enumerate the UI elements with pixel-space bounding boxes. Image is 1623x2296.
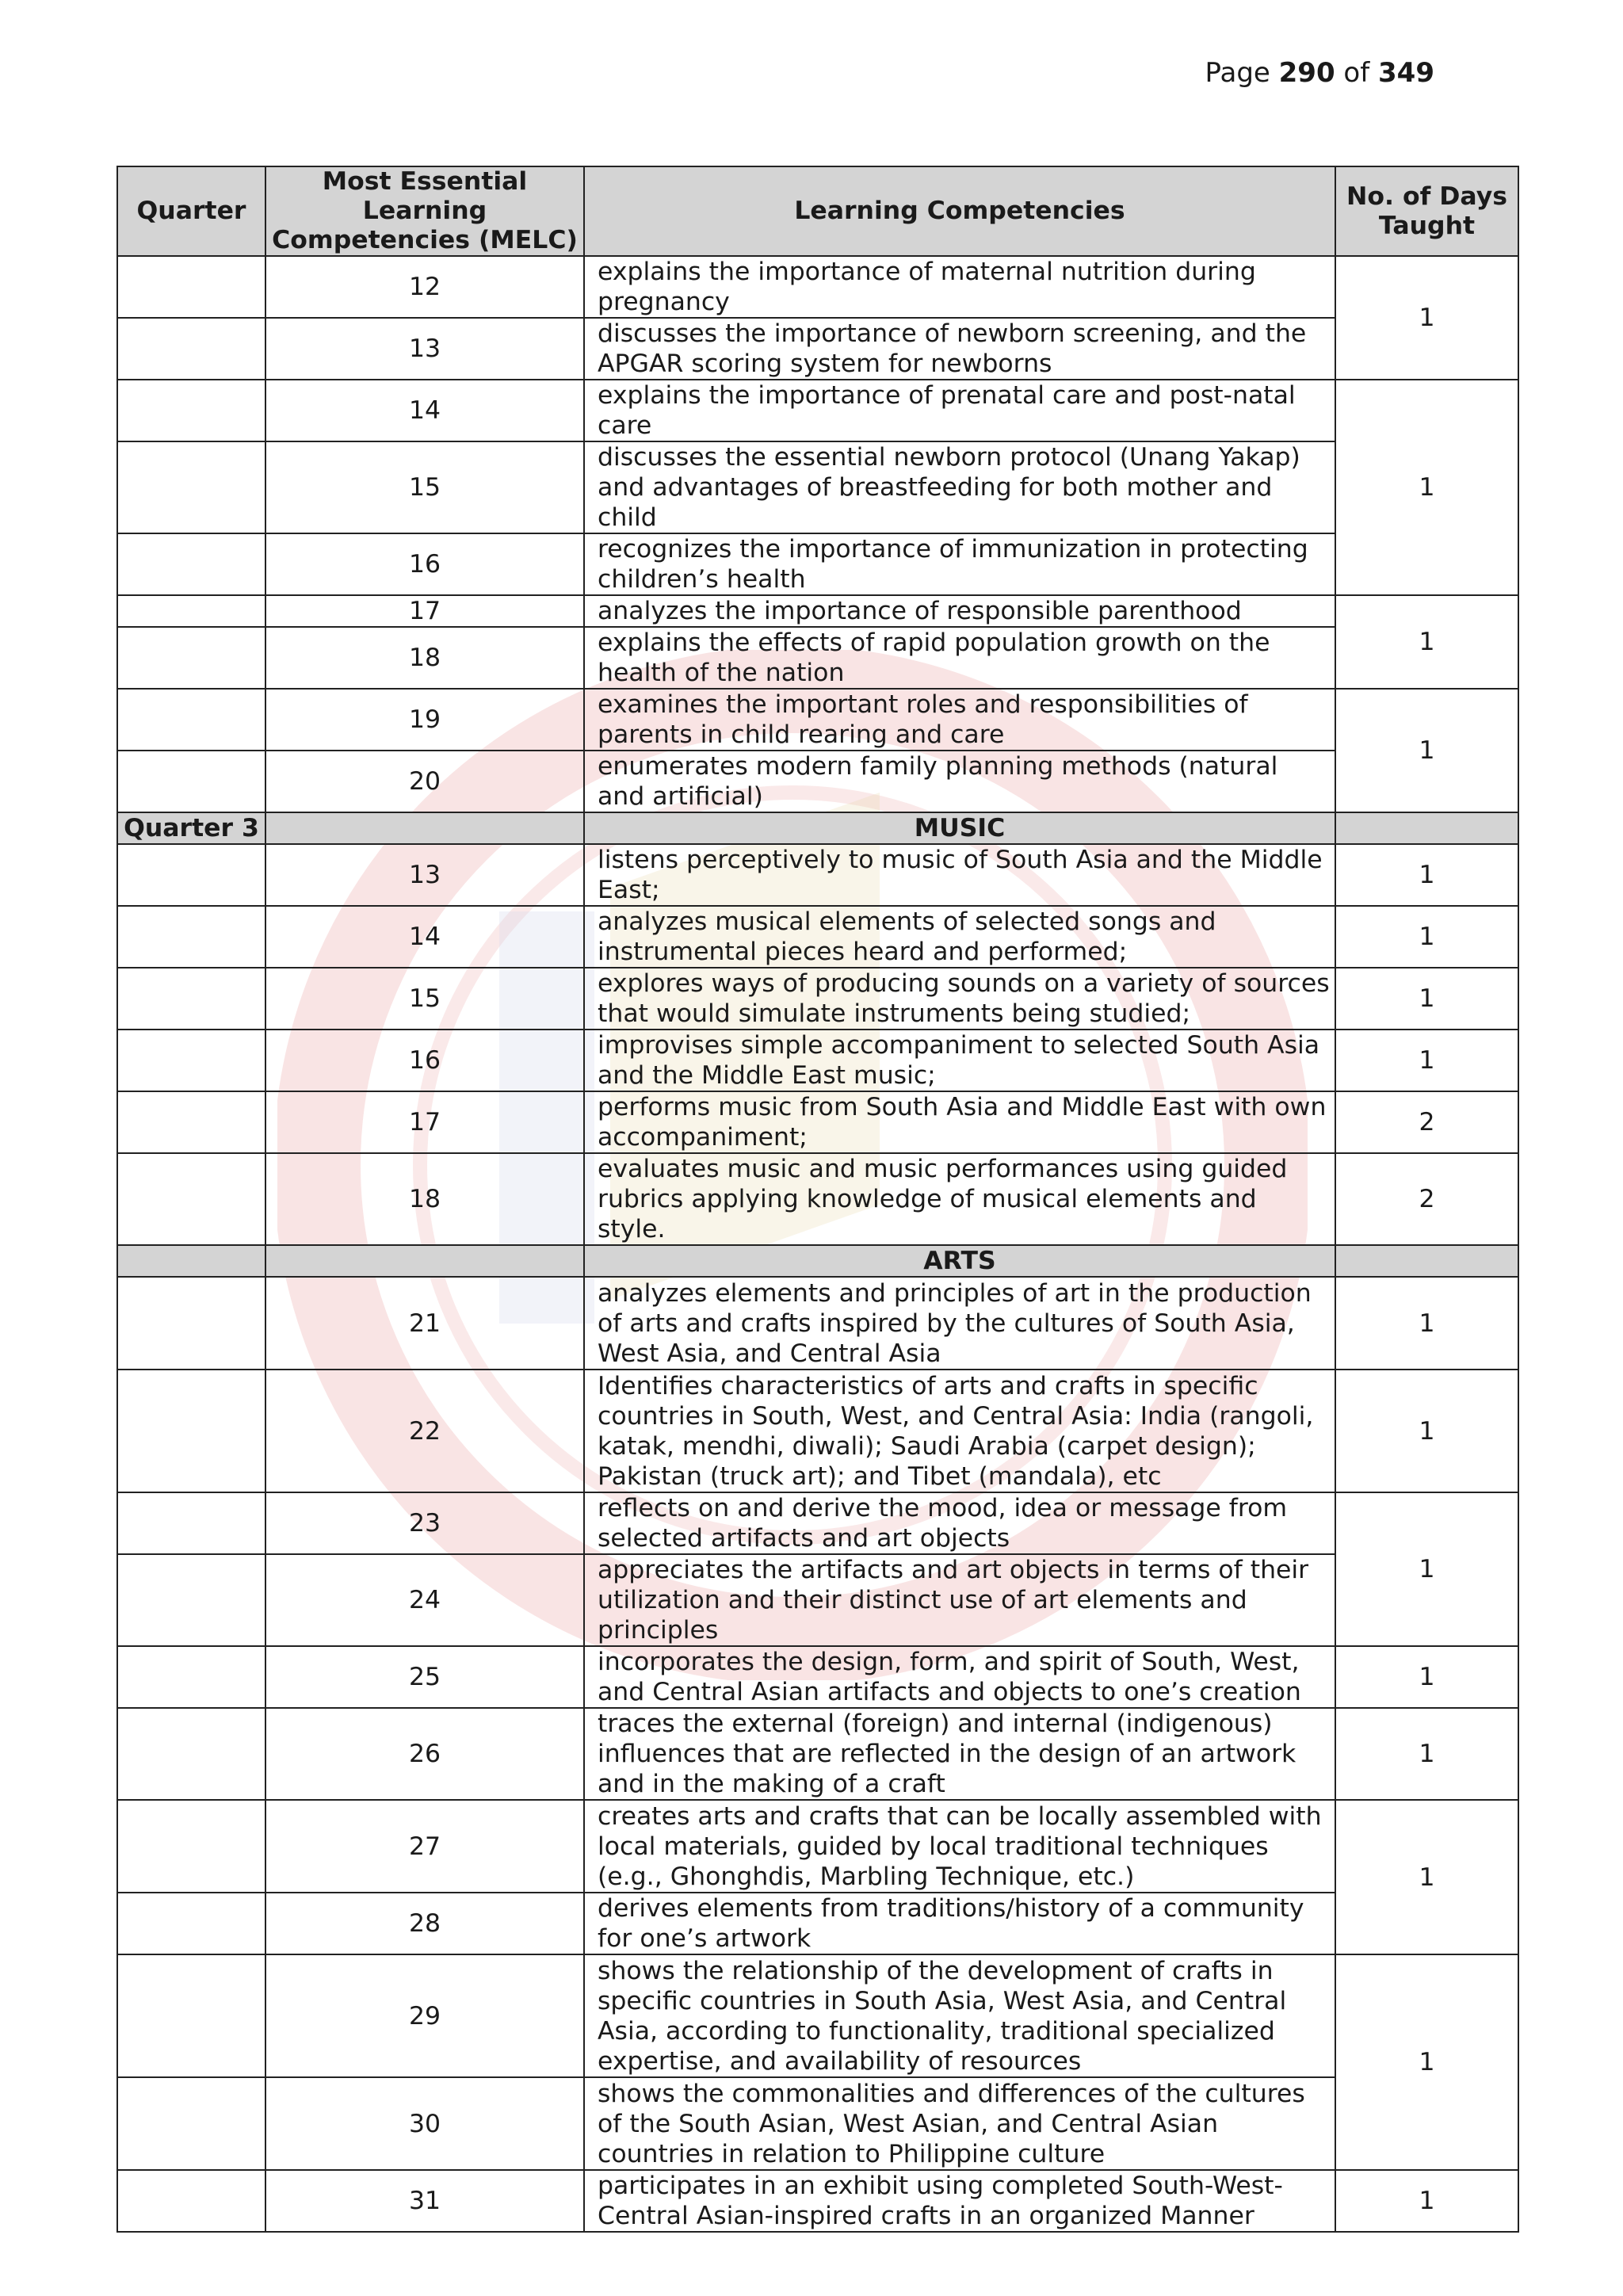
quarter-cell: [117, 533, 265, 595]
table-row: [117, 441, 1518, 533]
melc-number-cell: 15: [265, 441, 584, 533]
table-row: [117, 968, 1518, 1030]
quarter-cell: [117, 1030, 265, 1091]
table-row: [117, 1492, 1518, 1554]
quarter-cell: [117, 751, 265, 812]
competency-cell: explains the importance of prenatal care and post-natal care: [584, 380, 1335, 441]
melc-number-cell: 14: [265, 380, 584, 441]
melc-number-cell: 29: [265, 1954, 584, 2077]
table-row: [117, 2170, 1518, 2232]
page-number: Page 290 of 349: [1205, 57, 1434, 89]
table-row: [117, 1646, 1518, 1708]
competency-cell: listens perceptively to music of South Asia and the Middle East;: [584, 844, 1335, 906]
competency-cell: analyzes musical elements of selected songs and instrumental pieces heard and performed;: [584, 906, 1335, 968]
quarter-cell: [117, 2077, 265, 2170]
days-taught-cell: 2: [1335, 1153, 1518, 1245]
section-row: [117, 1245, 1518, 1277]
section-days-blank: [1335, 812, 1518, 844]
header-quarter: Quarter: [117, 166, 265, 256]
competency-cell: recognizes the importance of immunization in protecting children’s health: [584, 533, 1335, 595]
days-taught-cell: 1: [1335, 380, 1518, 595]
quarter-cell: [117, 844, 265, 906]
section-label: ARTS: [584, 1245, 1335, 1277]
table-row: [117, 1893, 1518, 1954]
quarter-cell: [117, 1554, 265, 1646]
melc-number-cell: 13: [265, 318, 584, 380]
days-taught-cell: 1: [1335, 595, 1518, 689]
table-row: [117, 1030, 1518, 1091]
days-taught-cell: 2: [1335, 1091, 1518, 1153]
days-taught-cell: 1: [1335, 968, 1518, 1030]
competency-cell: evaluates music and music performances using guided rubrics applying knowledge of musical elements and style.: [584, 1153, 1335, 1245]
competency-cell: analyzes the importance of responsible parenthood: [584, 595, 1335, 627]
melc-number-cell: 16: [265, 1030, 584, 1091]
table-row: [117, 689, 1518, 751]
table-row: [117, 1153, 1518, 1245]
table-row: [117, 1370, 1518, 1492]
quarter-cell: [117, 2170, 265, 2232]
melc-number-cell: 13: [265, 844, 584, 906]
quarter-cell: [117, 627, 265, 689]
quarter-cell: [117, 1091, 265, 1153]
melc-number-cell: 28: [265, 1893, 584, 1954]
table-row: [117, 1800, 1518, 1893]
melc-number-cell: 20: [265, 751, 584, 812]
days-taught-cell: 1: [1335, 2170, 1518, 2232]
quarter-cell: [117, 256, 265, 318]
days-taught-cell: 1: [1335, 906, 1518, 968]
quarter-cell: [117, 1708, 265, 1800]
competency-cell: enumerates modern family planning methods (natural and artificial): [584, 751, 1335, 812]
melc-number-cell: 15: [265, 968, 584, 1030]
table-header-row: [117, 166, 1518, 256]
melc-number-cell: 26: [265, 1708, 584, 1800]
melc-number-cell: 18: [265, 1153, 584, 1245]
total-pages: 349: [1378, 57, 1434, 89]
section-quarter: [117, 1245, 265, 1277]
melc-number-cell: 21: [265, 1277, 584, 1370]
melc-number-cell: 24: [265, 1554, 584, 1646]
competency-cell: shows the commonalities and differences of the cultures of the South Asian, West Asian, and Central Asian countries in relation to Philippine culture: [584, 2077, 1335, 2170]
days-taught-cell: 1: [1335, 1277, 1518, 1370]
table-row: [117, 2077, 1518, 2170]
competency-cell: participates in an exhibit using completed South-West-Central Asian-inspired crafts in an organized Manner: [584, 2170, 1335, 2232]
section-days-blank: [1335, 1245, 1518, 1277]
quarter-cell: [117, 1492, 265, 1554]
melc-number-cell: 22: [265, 1370, 584, 1492]
quarter-cell: [117, 595, 265, 627]
days-taught-cell: 1: [1335, 1030, 1518, 1091]
competency-cell: appreciates the artifacts and art objects in terms of their utilization and their distinct use of art elements and principles: [584, 1554, 1335, 1646]
section-blank: [265, 1245, 584, 1277]
table-row: [117, 1277, 1518, 1370]
melc-number-cell: 12: [265, 256, 584, 318]
melc-number-cell: 25: [265, 1646, 584, 1708]
melc-number-cell: 23: [265, 1492, 584, 1554]
melc-number-cell: 31: [265, 2170, 584, 2232]
table-row: [117, 1554, 1518, 1646]
melc-number-cell: 14: [265, 906, 584, 968]
competency-cell: creates arts and crafts that can be locally assembled with local materials, guided by local traditional techniques (e.g., Ghonghdis, Marbling Technique, etc.): [584, 1800, 1335, 1893]
table-row: [117, 256, 1518, 318]
table-row: [117, 380, 1518, 441]
table-row: [117, 1954, 1518, 2077]
table-row: [117, 533, 1518, 595]
days-taught-cell: 1: [1335, 1370, 1518, 1492]
competency-cell: derives elements from traditions/history of a community for one’s artwork: [584, 1893, 1335, 1954]
melc-number-cell: 27: [265, 1800, 584, 1893]
table-row: [117, 318, 1518, 380]
table-row: [117, 751, 1518, 812]
competency-cell: reflects on and derive the mood, idea or message from selected artifacts and art objects: [584, 1492, 1335, 1554]
competencies-table: [116, 166, 1519, 2233]
competency-cell: explains the effects of rapid population growth on the health of the nation: [584, 627, 1335, 689]
competency-cell: Identifies characteristics of arts and crafts in specific countries in South, West, and Central Asia: India (rangoli, katak, mendhi, diwali); Saudi Arabia (carpet design); Pakistan (truck art); and Tibet (mandala), etc: [584, 1370, 1335, 1492]
quarter-cell: [117, 1893, 265, 1954]
competency-cell: explains the importance of maternal nutrition during pregnancy: [584, 256, 1335, 318]
competency-cell: discusses the importance of newborn screening, and the APGAR scoring system for newborns: [584, 318, 1335, 380]
table-row: [117, 1091, 1518, 1153]
section-row: [117, 812, 1518, 844]
competency-cell: incorporates the design, form, and spirit of South, West, and Central Asian artifacts and objects to one’s creation: [584, 1646, 1335, 1708]
header-learning-competencies: Learning Competencies: [584, 166, 1335, 256]
melc-number-cell: 17: [265, 595, 584, 627]
quarter-cell: [117, 318, 265, 380]
melc-number-cell: 18: [265, 627, 584, 689]
days-taught-cell: 1: [1335, 256, 1518, 380]
quarter-cell: [117, 689, 265, 751]
table-row: [117, 595, 1518, 627]
table-row: [117, 627, 1518, 689]
table-row: [117, 906, 1518, 968]
competency-cell: analyzes elements and principles of art in the production of arts and crafts inspired by the cultures of South Asia, West Asia, and Central Asia: [584, 1277, 1335, 1370]
quarter-cell: [117, 1954, 265, 2077]
current-page: 290: [1278, 57, 1335, 89]
days-taught-cell: 1: [1335, 1646, 1518, 1708]
days-taught-cell: 1: [1335, 1800, 1518, 1954]
quarter-cell: [117, 1800, 265, 1893]
table-row: [117, 1708, 1518, 1800]
header-melc: Most Essential Learning Competencies (MELC): [265, 166, 584, 256]
quarter-cell: [117, 906, 265, 968]
melc-number-cell: 17: [265, 1091, 584, 1153]
quarter-cell: [117, 380, 265, 441]
quarter-cell: [117, 1277, 265, 1370]
days-taught-cell: 1: [1335, 844, 1518, 906]
table-body: [117, 256, 1518, 2232]
competency-cell: explores ways of producing sounds on a variety of sources that would simulate instruments being studied;: [584, 968, 1335, 1030]
melc-number-cell: 30: [265, 2077, 584, 2170]
days-taught-cell: 1: [1335, 689, 1518, 812]
quarter-cell: [117, 1370, 265, 1492]
competency-cell: performs music from South Asia and Middle East with own accompaniment;: [584, 1091, 1335, 1153]
quarter-cell: [117, 1646, 265, 1708]
competency-cell: traces the external (foreign) and internal (indigenous) influences that are reflected in the design of an artwork and in the making of a craft: [584, 1708, 1335, 1800]
competency-cell: examines the important roles and responsibilities of parents in child rearing and care: [584, 689, 1335, 751]
section-quarter: Quarter 3: [117, 812, 265, 844]
competency-cell: shows the relationship of the development of crafts in specific countries in South Asia, West Asia, and Central Asia, according to functionality, traditional specialized expertise, and availability of resources: [584, 1954, 1335, 2077]
melc-number-cell: 19: [265, 689, 584, 751]
competency-cell: discusses the essential newborn protocol (Unang Yakap) and advantages of breastfeeding for both mother and child: [584, 441, 1335, 533]
section-label: MUSIC: [584, 812, 1335, 844]
days-taught-cell: 1: [1335, 1954, 1518, 2170]
days-taught-cell: 1: [1335, 1492, 1518, 1646]
melc-number-cell: 16: [265, 533, 584, 595]
days-taught-cell: 1: [1335, 1708, 1518, 1800]
quarter-cell: [117, 968, 265, 1030]
header-days-taught: No. of Days Taught: [1335, 166, 1518, 256]
competency-cell: improvises simple accompaniment to selected South Asia and the Middle East music;: [584, 1030, 1335, 1091]
quarter-cell: [117, 1153, 265, 1245]
quarter-cell: [117, 441, 265, 533]
table-row: [117, 844, 1518, 906]
section-blank: [265, 812, 584, 844]
